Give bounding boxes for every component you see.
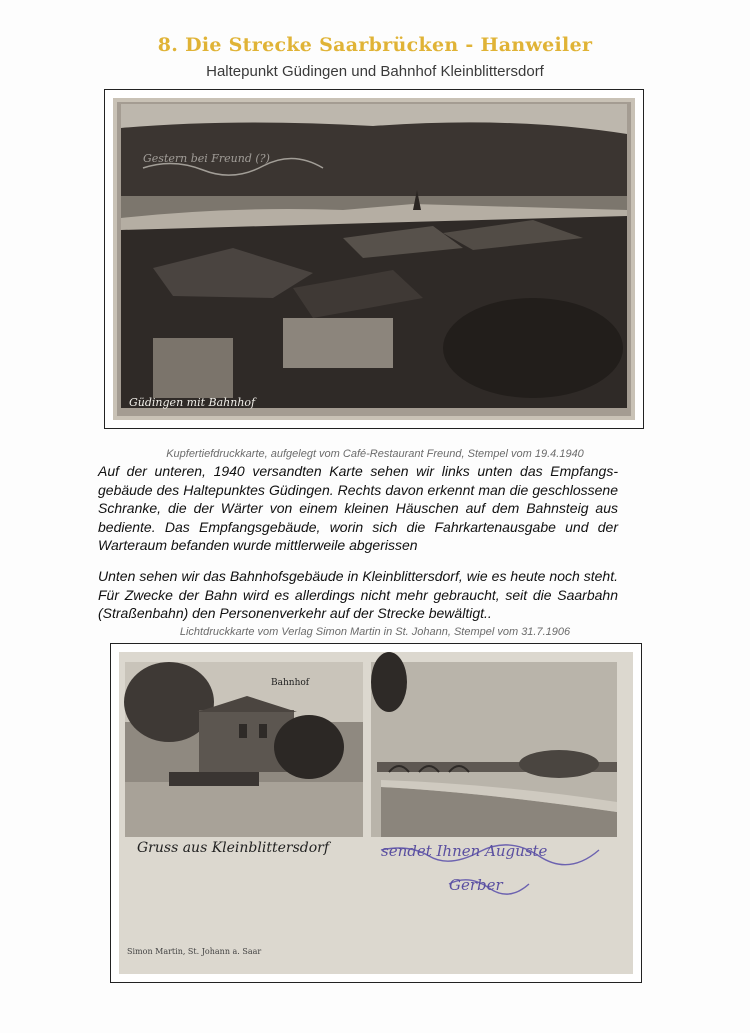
guedingen-handwriting: Gestern bei Freund (?) xyxy=(143,152,270,165)
postcard2-caption: Lichtdruckkarte vom Verlag Simon Martin in St. Johann, Stempel vom 31.7.1906 xyxy=(179,626,571,638)
page-subtitle: Haltepunkt Güdingen und Bahnhof Kleinblittersdorf xyxy=(206,63,544,80)
guedingen-inscription: Güdingen mit Bahnhof xyxy=(129,396,256,409)
publisher-imprint: Simon Martin, St. Johann a. Saar xyxy=(127,947,262,956)
paragraph-guedingen: Auf der unteren, 1940 versandten Karte sehen wir links unten das Empfangsgebäude des Haltepunktes Güdingen. Rechts davon erkennt man die geschlossene Schranke, die der Wärter von einem kleinen Häuschen auf dem Bahnsteig aus bediente. Das Empfangsgebäude, worin sich die Fahrkartenausgabe und der Warteraum befanden wurde mittlerweile abgerissen xyxy=(98,463,618,553)
handwriting-line1: sendet Ihnen Auguste xyxy=(381,842,548,860)
paragraph-kleinblittersdorf: Unten sehen wir das Bahnhofsgebäude in Kleinblittersdorf, wie es heute noch steht. Für Zwecke der Bahn wird es allerdings nicht mehr gebraucht, seit die Saarbahn (Straßenbahn) den Personenverkehr auf der Strecke bewältigt.. xyxy=(98,568,618,621)
postcard-kleinblittersdorf xyxy=(110,643,642,983)
postcard-guedingen-photo xyxy=(113,98,635,420)
page-title: 8. Die Strecke Saarbrücken - Hanweiler xyxy=(157,34,593,56)
postcard-guedingen xyxy=(104,89,644,429)
station-sign-label: Bahnhof xyxy=(271,678,310,688)
greeting-text: Gruss aus Kleinblittersdorf xyxy=(137,840,330,856)
postcard-kleinblittersdorf-photo xyxy=(119,652,633,974)
guedingen-village-image xyxy=(113,98,635,420)
handwriting-line2: Gerber xyxy=(449,876,503,894)
kleinblittersdorf-image xyxy=(119,652,633,974)
postcard1-caption: Kupfertiefdruckkarte, aufgelegt vom Café-Restaurant Freund, Stempel vom 19.4.1940 xyxy=(166,448,584,460)
